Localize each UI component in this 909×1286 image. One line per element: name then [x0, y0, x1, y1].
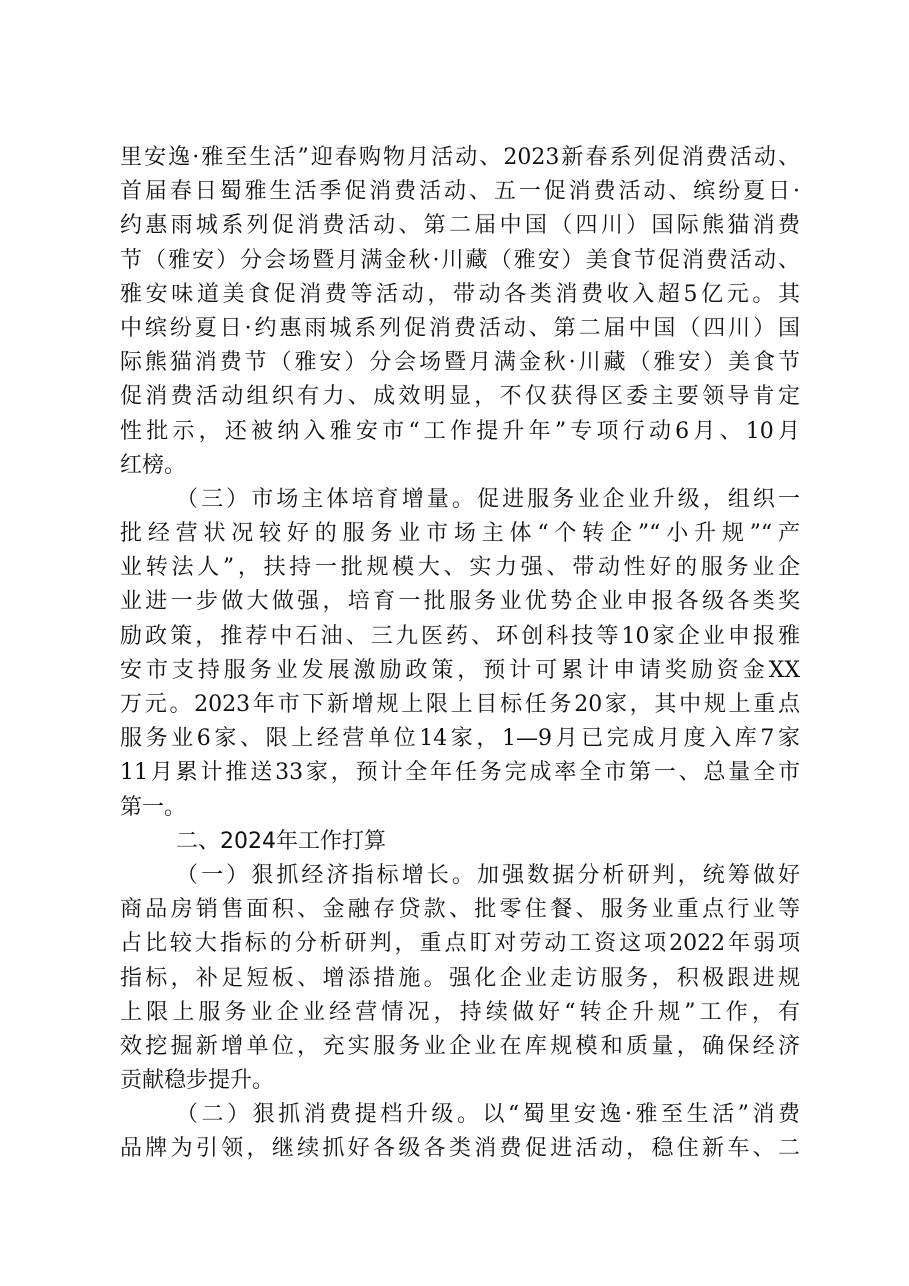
text-line: 批经营状况较好的服务业市场主体“个转企”“小升规”“产 — [120, 521, 800, 547]
text-line: 业进一步做大做强，培育一批服务业优势企业申报各级各类奖 — [120, 589, 800, 615]
text-line: 品牌为引领，继续抓好各级各类消费促进活动，稳住新车、二 — [120, 1136, 800, 1162]
text-line: 效挖掘新增单位，充实服务业企业在库规模和质量，确保经济 — [120, 1033, 800, 1059]
text-line: 红榜。 — [120, 452, 187, 478]
text-line: 安市支持服务业发展激励政策，预计可累计申请奖励资金XX — [120, 657, 800, 683]
text-line: 节（雅安）分会场暨月满金秋·川藏（雅安）美食节促消费活动、 — [120, 247, 800, 273]
text-line: 首届春日蜀雅生活季促消费活动、五一促消费活动、缤纷夏日· — [120, 179, 800, 205]
section-three-first-line: （三）市场主体培育增量。促进服务业企业升级，组织一 — [176, 486, 800, 512]
text-line: 促消费活动组织有力、成效明显，不仅获得区委主要领导肯定 — [120, 384, 800, 410]
text-line: 励政策，推荐中石油、三九医药、环创科技等10家企业申报雅 — [120, 623, 800, 649]
section-heading: 二、2024年工作打算 — [176, 828, 386, 854]
text-line: 性批示，还被纳入雅安市“工作提升年”专项行动6月、10月 — [120, 418, 800, 444]
subsection-two-first-line: （二）狠抓消费提档升级。以“蜀里安逸·雅至生活”消费 — [176, 1102, 800, 1128]
text-line: 业转法人”，扶持一批规模大、实力强、带动性好的服务业企 — [120, 555, 800, 581]
text-line: 万元。2023年市下新增规上限上目标任务20家，其中规上重点 — [120, 692, 800, 717]
text-line: 里安逸·雅至生活”迎春购物月活动、2023新春系列促消费活动、 — [120, 145, 800, 170]
text-line: 服务业6家、限上经营单位14家，1—9月已完成月度入库7家 — [120, 726, 800, 752]
text-line: 占比较大指标的分析研判，重点盯对劳动工资这项2022年弱项 — [120, 931, 800, 957]
text-line: 贡献稳步提升。 — [120, 1068, 275, 1094]
text-line: 约惠雨城系列促消费活动、第二届中国（四川）国际熊猫消费 — [120, 213, 800, 239]
text-line: 上限上服务业企业经营情况，持续做好“转企升规”工作，有 — [120, 999, 800, 1025]
text-line: 中缤纷夏日·约惠雨城系列促消费活动、第二届中国（四川）国 — [120, 315, 800, 341]
subsection-one-first-line: （一）狠抓经济指标增长。加强数据分析研判，统筹做好 — [176, 862, 800, 888]
document-body — [120, 141, 800, 1167]
text-line: 商品房销售面积、金融存贷款、批零住餐、服务业重点行业等 — [120, 897, 800, 923]
text-line: 11月累计推送33家，预计全年任务完成率全市第一、总量全市 — [120, 760, 800, 786]
text-line: 指标，补足短板、增添措施。强化企业走访服务，积极跟进规 — [120, 965, 800, 991]
text-line: 第一。 — [120, 794, 187, 820]
text-line: 雅安味道美食促消费等活动，带动各类消费收入超5亿元。其 — [120, 281, 800, 307]
text-line: 际熊猫消费节（雅安）分会场暨月满金秋·川藏（雅安）美食节 — [120, 350, 800, 376]
